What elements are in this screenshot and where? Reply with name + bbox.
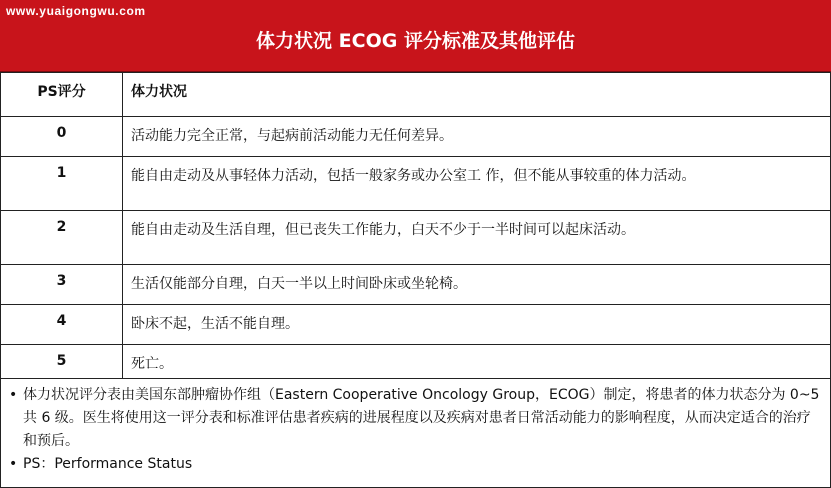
table-row <box>1 157 831 211</box>
ps-description: 能自由走动及生活自理，但已丧失工作能力，白天不少于一半时间可以起床活动。 <box>123 211 831 265</box>
watermark: www.yuaigongwu.com <box>6 4 146 18</box>
table-row <box>1 305 831 345</box>
note-item <box>9 384 822 453</box>
table-header-row <box>1 73 831 117</box>
notes-panel <box>0 378 831 488</box>
title-banner <box>0 0 831 72</box>
note-text: PS：Performance Status <box>23 456 193 472</box>
note-item <box>9 453 822 476</box>
ecog-table <box>0 72 831 379</box>
ps-description: 活动能力完全正常，与起病前活动能力无任何差异。 <box>123 117 831 157</box>
ps-score: 5 <box>1 345 123 379</box>
table-row <box>1 265 831 305</box>
ps-description: 能自由走动及从事轻体力活动，包括一般家务或办公室工 作，但不能从事较重的体力活动。 <box>123 157 831 211</box>
page-title: 体力状况 ECOG 评分标准及其他评估 <box>256 30 575 52</box>
table-row <box>1 211 831 265</box>
ps-score: 3 <box>1 265 123 305</box>
ps-score: 2 <box>1 211 123 265</box>
note-text: 体力状况评分表由美国东部肿瘤协作组（Eastern Cooperative Oncology Group，ECOG）制定，将患者的体力状态分为 0~5 共 6 级。医生将使用这一评分表和标准评估患者疾病的进展程度以及疾病对患者日常活动能力的影响程度，从而决定适合的治疗和预后。 <box>23 387 820 449</box>
ps-score: 0 <box>1 117 123 157</box>
table-row <box>1 345 831 379</box>
ps-description: 卧床不起，生活不能自理。 <box>123 305 831 345</box>
bullet-icon: • <box>9 456 18 472</box>
table-row <box>1 117 831 157</box>
column-header-score: PS评分 <box>1 73 123 117</box>
bullet-icon: • <box>9 387 18 403</box>
column-header-description: 体力状况 <box>123 73 831 117</box>
ps-description: 生活仅能部分自理，白天一半以上时间卧床或坐轮椅。 <box>123 265 831 305</box>
ps-score: 1 <box>1 157 123 211</box>
ps-score: 4 <box>1 305 123 345</box>
ps-description: 死亡。 <box>123 345 831 379</box>
